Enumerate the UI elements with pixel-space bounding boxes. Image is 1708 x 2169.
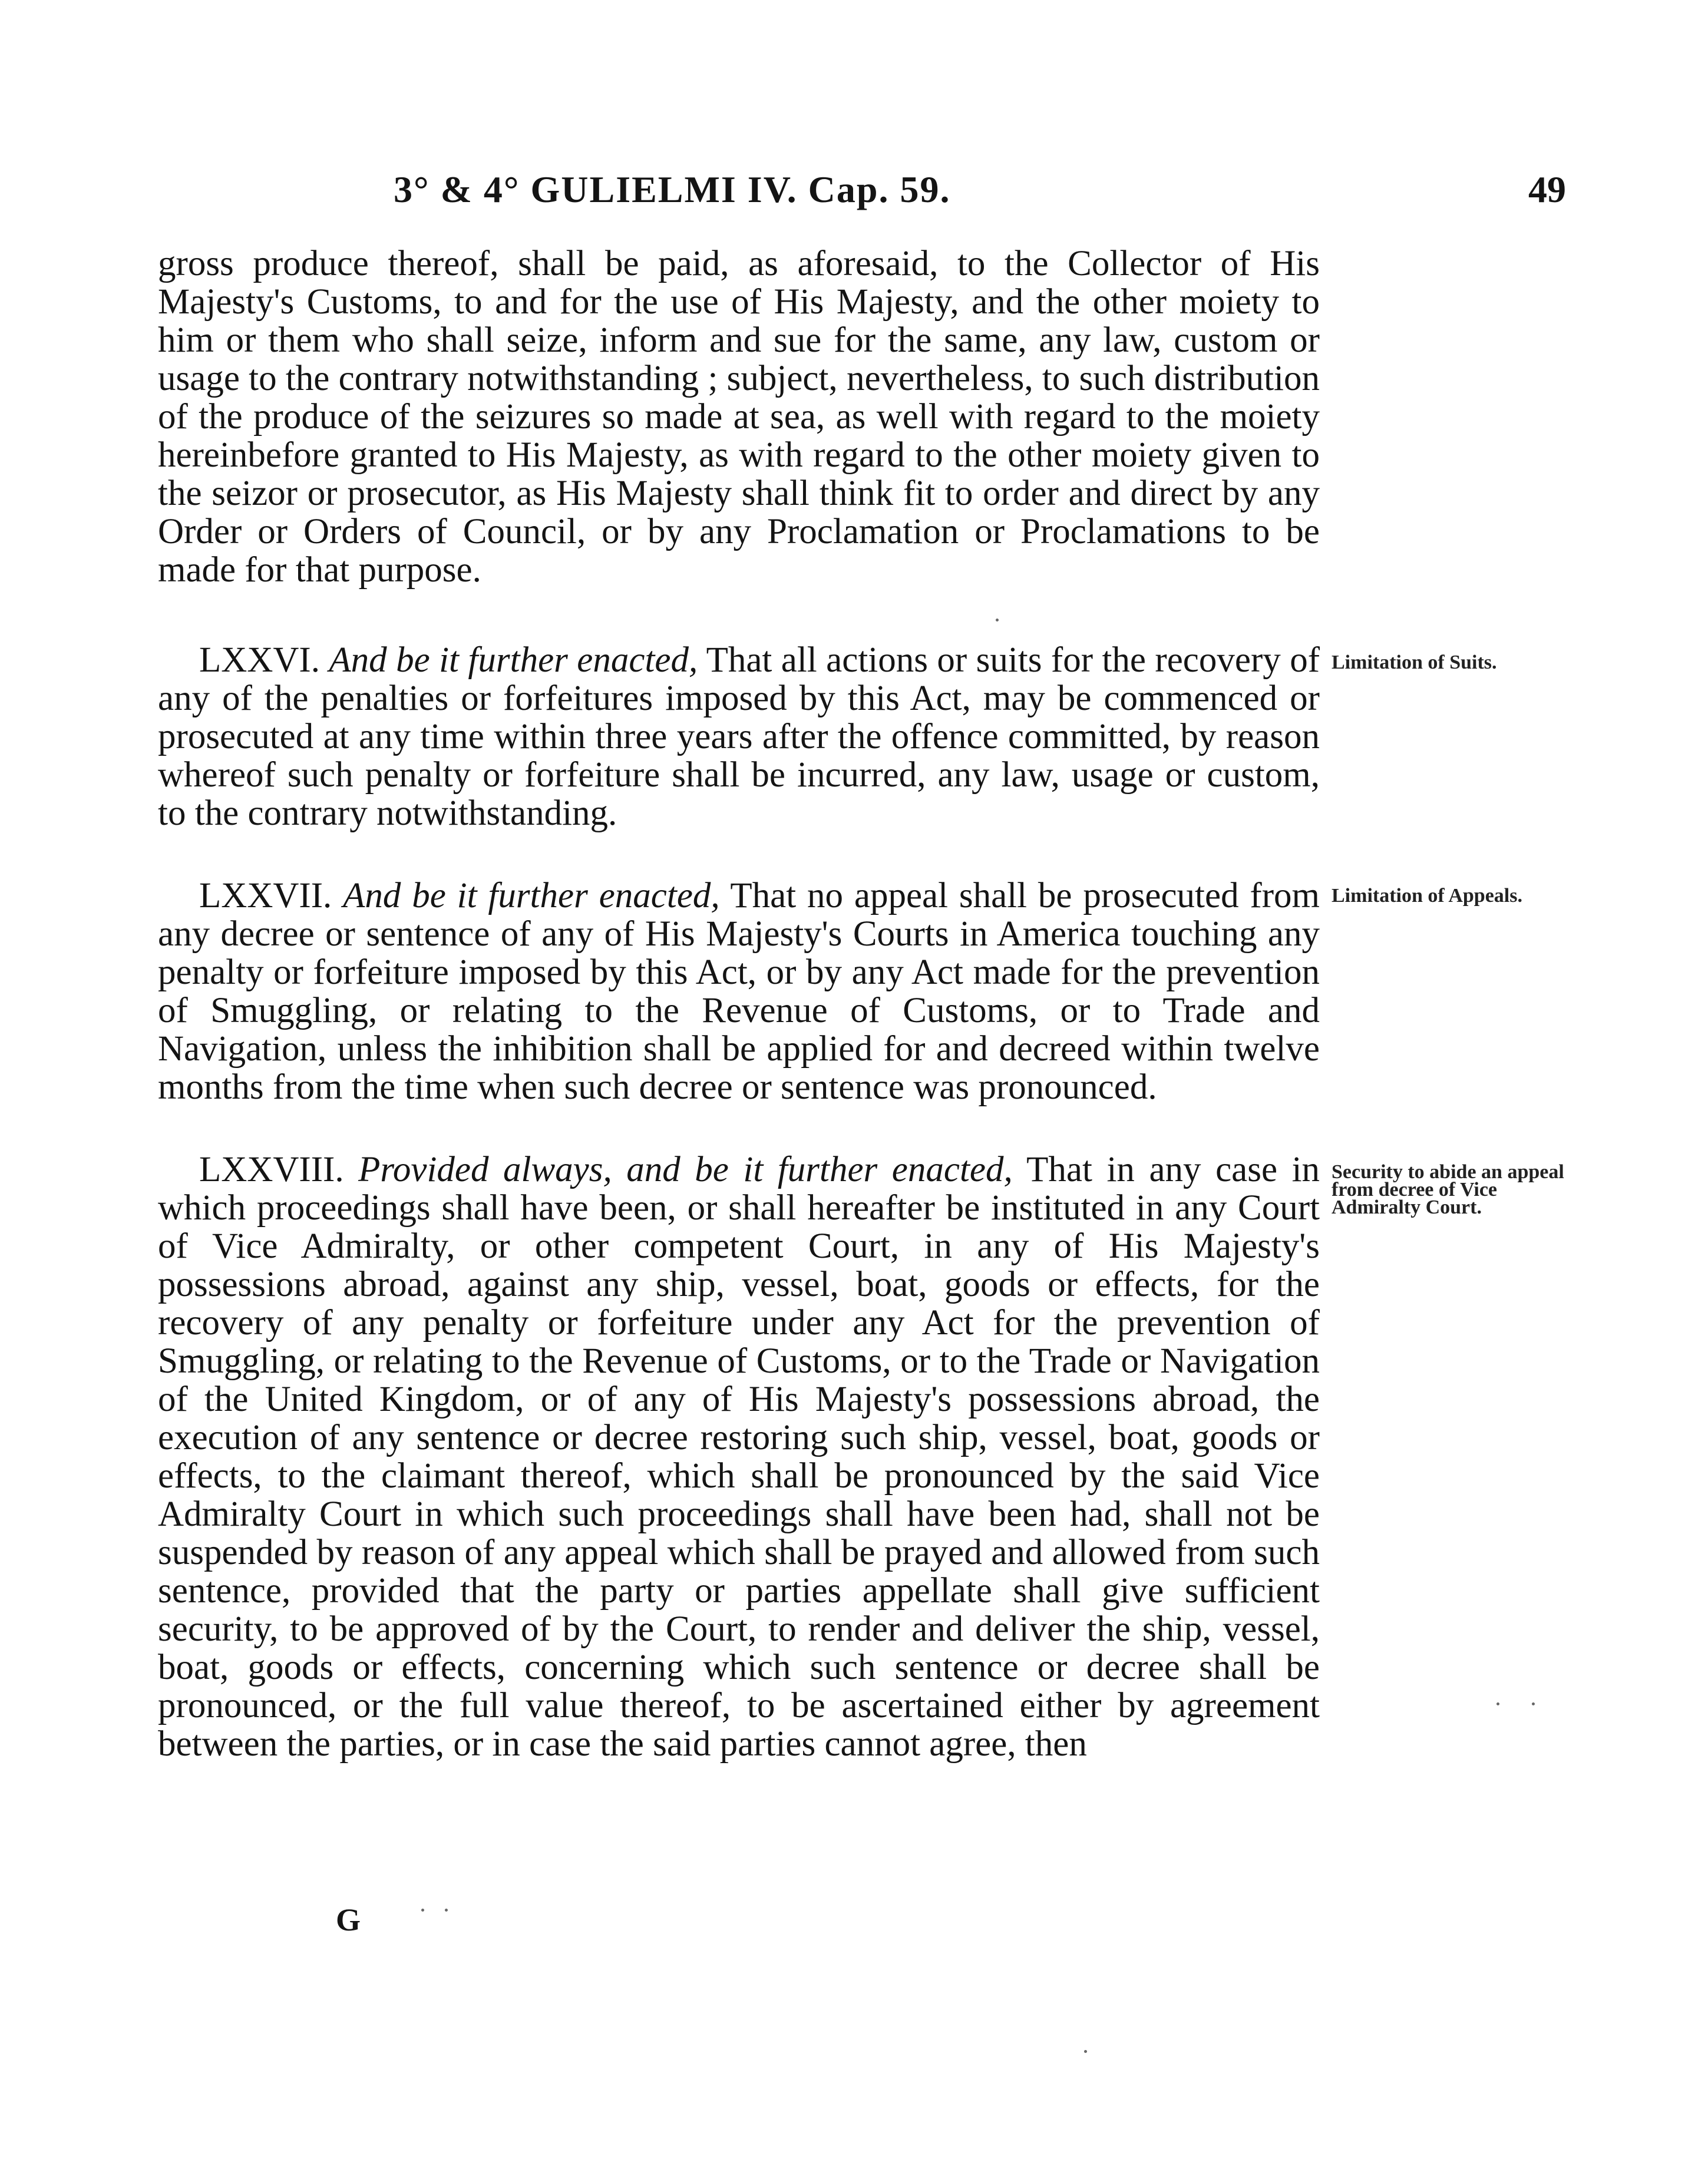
print-speck (1532, 1702, 1535, 1705)
continuation-paragraph: gross produce thereof, shall be paid, as aforesaid, to the Collector of His Majesty's Customs, to and for the use of His Majesty, and the other moiety to him or them who shall seize, inform and sue for the same, any law, custom or usage to the contrary notwithstanding ; subject, nevertheless, to such distribution of the produce of the seizures so made at sea, as well with regard to the moiety hereinbefore granted to His Majesty, as with regard to the other moiety given to the seizor or prosecutor, as His Majesty shall think fit to order and direct by any Order or Orders of Council, or by any Proclamation or Proclamations to be made for that purpose. (158, 244, 1320, 590)
page-number: 49 (1528, 168, 1566, 210)
print-speck (996, 619, 999, 621)
section-lxxvii (158, 876, 1522, 1107)
print-speck (1496, 1702, 1499, 1705)
signature-mark: G (336, 1902, 361, 1937)
section-paragraph (158, 1150, 1320, 1763)
section-paragraph (158, 877, 1320, 1106)
print-speck (445, 1909, 448, 1912)
running-title: 3° & 4° GULIELMI IV. Cap. 59. (394, 168, 951, 210)
section-number: LXXVI. (199, 640, 320, 680)
section-text: That no appeal shall be prosecuted from any decree or sentence of any of His Majesty's Courts in America touching any penalty or forfeiture imposed by this Act, or by any Act made for the prevention of Smuggling, or relating to the Revenue of Customs, or to Trade and Navigation, unless the inhibition shall be applied for and decreed within twelve months from the time when such decree or sentence was pronounced. (158, 876, 1320, 1107)
section-lxxviii (158, 1150, 1564, 1764)
body-text (158, 244, 1564, 1807)
section-number: LXXVIII. (199, 1150, 344, 1189)
section-paragraph (158, 641, 1320, 832)
section-text: That in any case in which proceedings shall have been, or shall hereafter be instituted in any Court of Vice Admiralty, or other competent Court, in any of His Majesty's possessions abroad, against any ship, vessel, boat, goods or effects, for the recovery of any penalty or forfeiture under any Act for the prevention of Smuggling, or relating to the Revenue of Customs, or to the Trade or Navigation of the United Kingdom, or of any of His Majesty's possessions abroad, the execution of any sentence or decree restoring such ship, vessel, boat, goods or effects, to the claimant thereof, which shall be pronounced by the said Vice Admiralty Court in which such proceedings shall have been had, shall not be suspended by reason of any appeal which shall be prayed and allowed from such sentence, provided that the party or parties appellate shall give sufficient security, to be approved of by the Court, to render and deliver the ship, vessel, boat, goods or effects, concerning which such sentence or decree shall be pronounced, or the full value thereof, to be ascertained either by agreement between the parties, or in case the said parties cannot agree, then (158, 1150, 1320, 1764)
print-speck (1084, 2050, 1087, 2053)
enacting-clause: And be it further enacted, (343, 876, 720, 915)
enacting-clause: And be it further enacted, (329, 640, 698, 680)
enacting-clause: Provided always, and be it further enacted, (358, 1150, 1013, 1189)
section-text: That all actions or suits for the recovery of any of the penalties or forfeitures imposed by this Act, may be commenced or prosecuted at any time within three years after the offence committed, by reason whereof such penalty or forfeiture shall be incurred, any law, usage or custom, to the contrary notwithstanding. (158, 640, 1320, 833)
running-head (158, 168, 1566, 221)
print-speck (421, 1909, 424, 1912)
section-lxxvi (158, 640, 1497, 833)
section-number: LXXVII. (199, 876, 332, 915)
margin-note: Limitation of Appeals. (1332, 885, 1522, 907)
margin-note: Security to abide an appeal from decree of Vice Admiralty Court. (1332, 1161, 1564, 1218)
margin-note: Limitation of Suits. (1332, 652, 1497, 673)
